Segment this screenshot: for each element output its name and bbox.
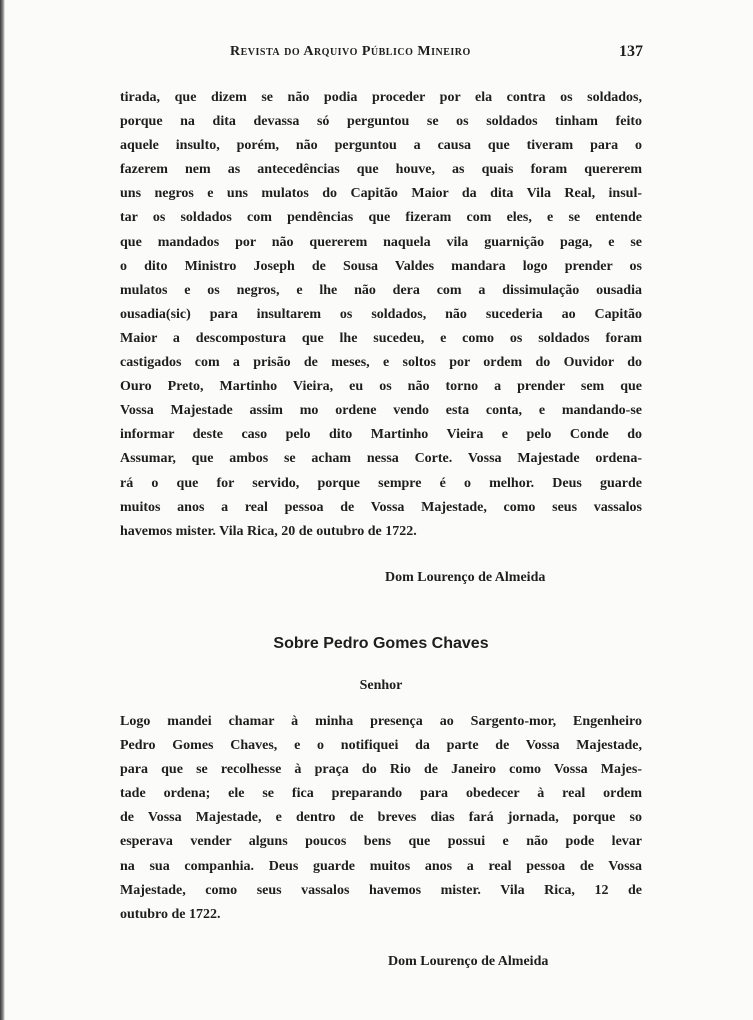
text-line: que mandados por não quererem naquela vila guarnição paga, e se: [120, 234, 642, 250]
text-line: Pedro Gomes Chaves, e o notifiquei da parte de Vossa Majestade,: [120, 738, 642, 754]
text-line: de Vossa Majestade, e dentro de breves dias fará jornada, porque so: [120, 810, 642, 826]
text-line: aquele insulto, porém, não perguntou a causa que tiveram para o: [120, 138, 642, 154]
text-line: ousadia(sic) para insultarem os soldados, não sucederia ao Capitão: [120, 306, 642, 322]
text-line: tade ordena; ele se fica preparando para obedecer à real ordem: [120, 786, 642, 802]
text-line: Ouro Preto, Martinho Vieira, eu os não torno a prender sem que: [120, 379, 642, 395]
text-line: porque na dita devassa só perguntou se os soldados tinham feito: [120, 114, 642, 130]
text-line: o dito Ministro Joseph de Sousa Valdes mandara logo prender os: [120, 258, 642, 274]
text-line: uns negros e uns mulatos do Capitão Maior da dita Vila Real, insul-: [120, 186, 642, 202]
letter-2-signature: Dom Lourenço de Almeida: [388, 954, 549, 969]
running-title: Revista do Arquivo Público Mineiro: [230, 44, 471, 59]
text-line: havemos mister. Vila Rica, 20 de outubro de 1722.: [120, 523, 417, 539]
text-line: mulatos e os negros, e lhe não dera com a dissimulação ousadia: [120, 282, 642, 298]
text-line: outubro de 1722.: [120, 906, 221, 922]
section-title: Sobre Pedro Gomes Chaves: [273, 635, 489, 652]
text-line: tirada, que dizem se não podia proceder por ela contra os soldados,: [120, 90, 642, 105]
page-header: [118, 44, 643, 68]
text-line: Vossa Majestade assim mo ordene vendo esta conta, e mandando-se: [120, 403, 642, 419]
text-line: Maior a descompostura que lhe sucedeu, e como os soldados foram: [120, 330, 642, 346]
salutation: Senhor: [359, 678, 403, 693]
text-line: castigados com a prisão de meses, e soltos por ordem do Ouvidor do: [120, 355, 642, 371]
text-line: Logo mandei chamar à minha presença ao Sargento-mor, Engenheiro: [120, 714, 642, 729]
text-line: para que se recolhesse à praça do Rio de Janeiro como Vossa Majes-: [120, 762, 642, 778]
text-line: rá o que for servido, porque sempre é o melhor. Deus guarde: [120, 475, 642, 491]
text-line: informar deste caso pelo dito Martinho Vieira e pelo Conde do: [120, 427, 642, 443]
text-line: esperava vender alguns poucos bens que possui e não pode levar: [120, 834, 642, 850]
letter-1-signature: Dom Lourenço de Almeida: [385, 570, 546, 585]
text-line: tar os soldados com pendências que fizeram com eles, e se entende: [120, 210, 642, 226]
text-line: na sua companhia. Deus guarde muitos anos a real pessoa de Vossa: [120, 858, 642, 874]
letter-1-body: [120, 86, 642, 544]
scan-edge-shadow: [0, 0, 5, 1020]
text-line: Majestade, como seus vassalos havemos mister. Vila Rica, 12 de: [120, 882, 642, 898]
text-line: muitos anos a real pessoa de Vossa Majestade, como seus vassalos: [120, 499, 642, 515]
page-number: 137: [619, 43, 643, 60]
text-line: Assumar, que ambos se acham nessa Corte. Vossa Majestade ordena-: [120, 451, 642, 467]
text-line: fazerem nem as antecedências que houve, as quais foram quererem: [120, 162, 642, 178]
letter-2-body: [120, 710, 642, 927]
